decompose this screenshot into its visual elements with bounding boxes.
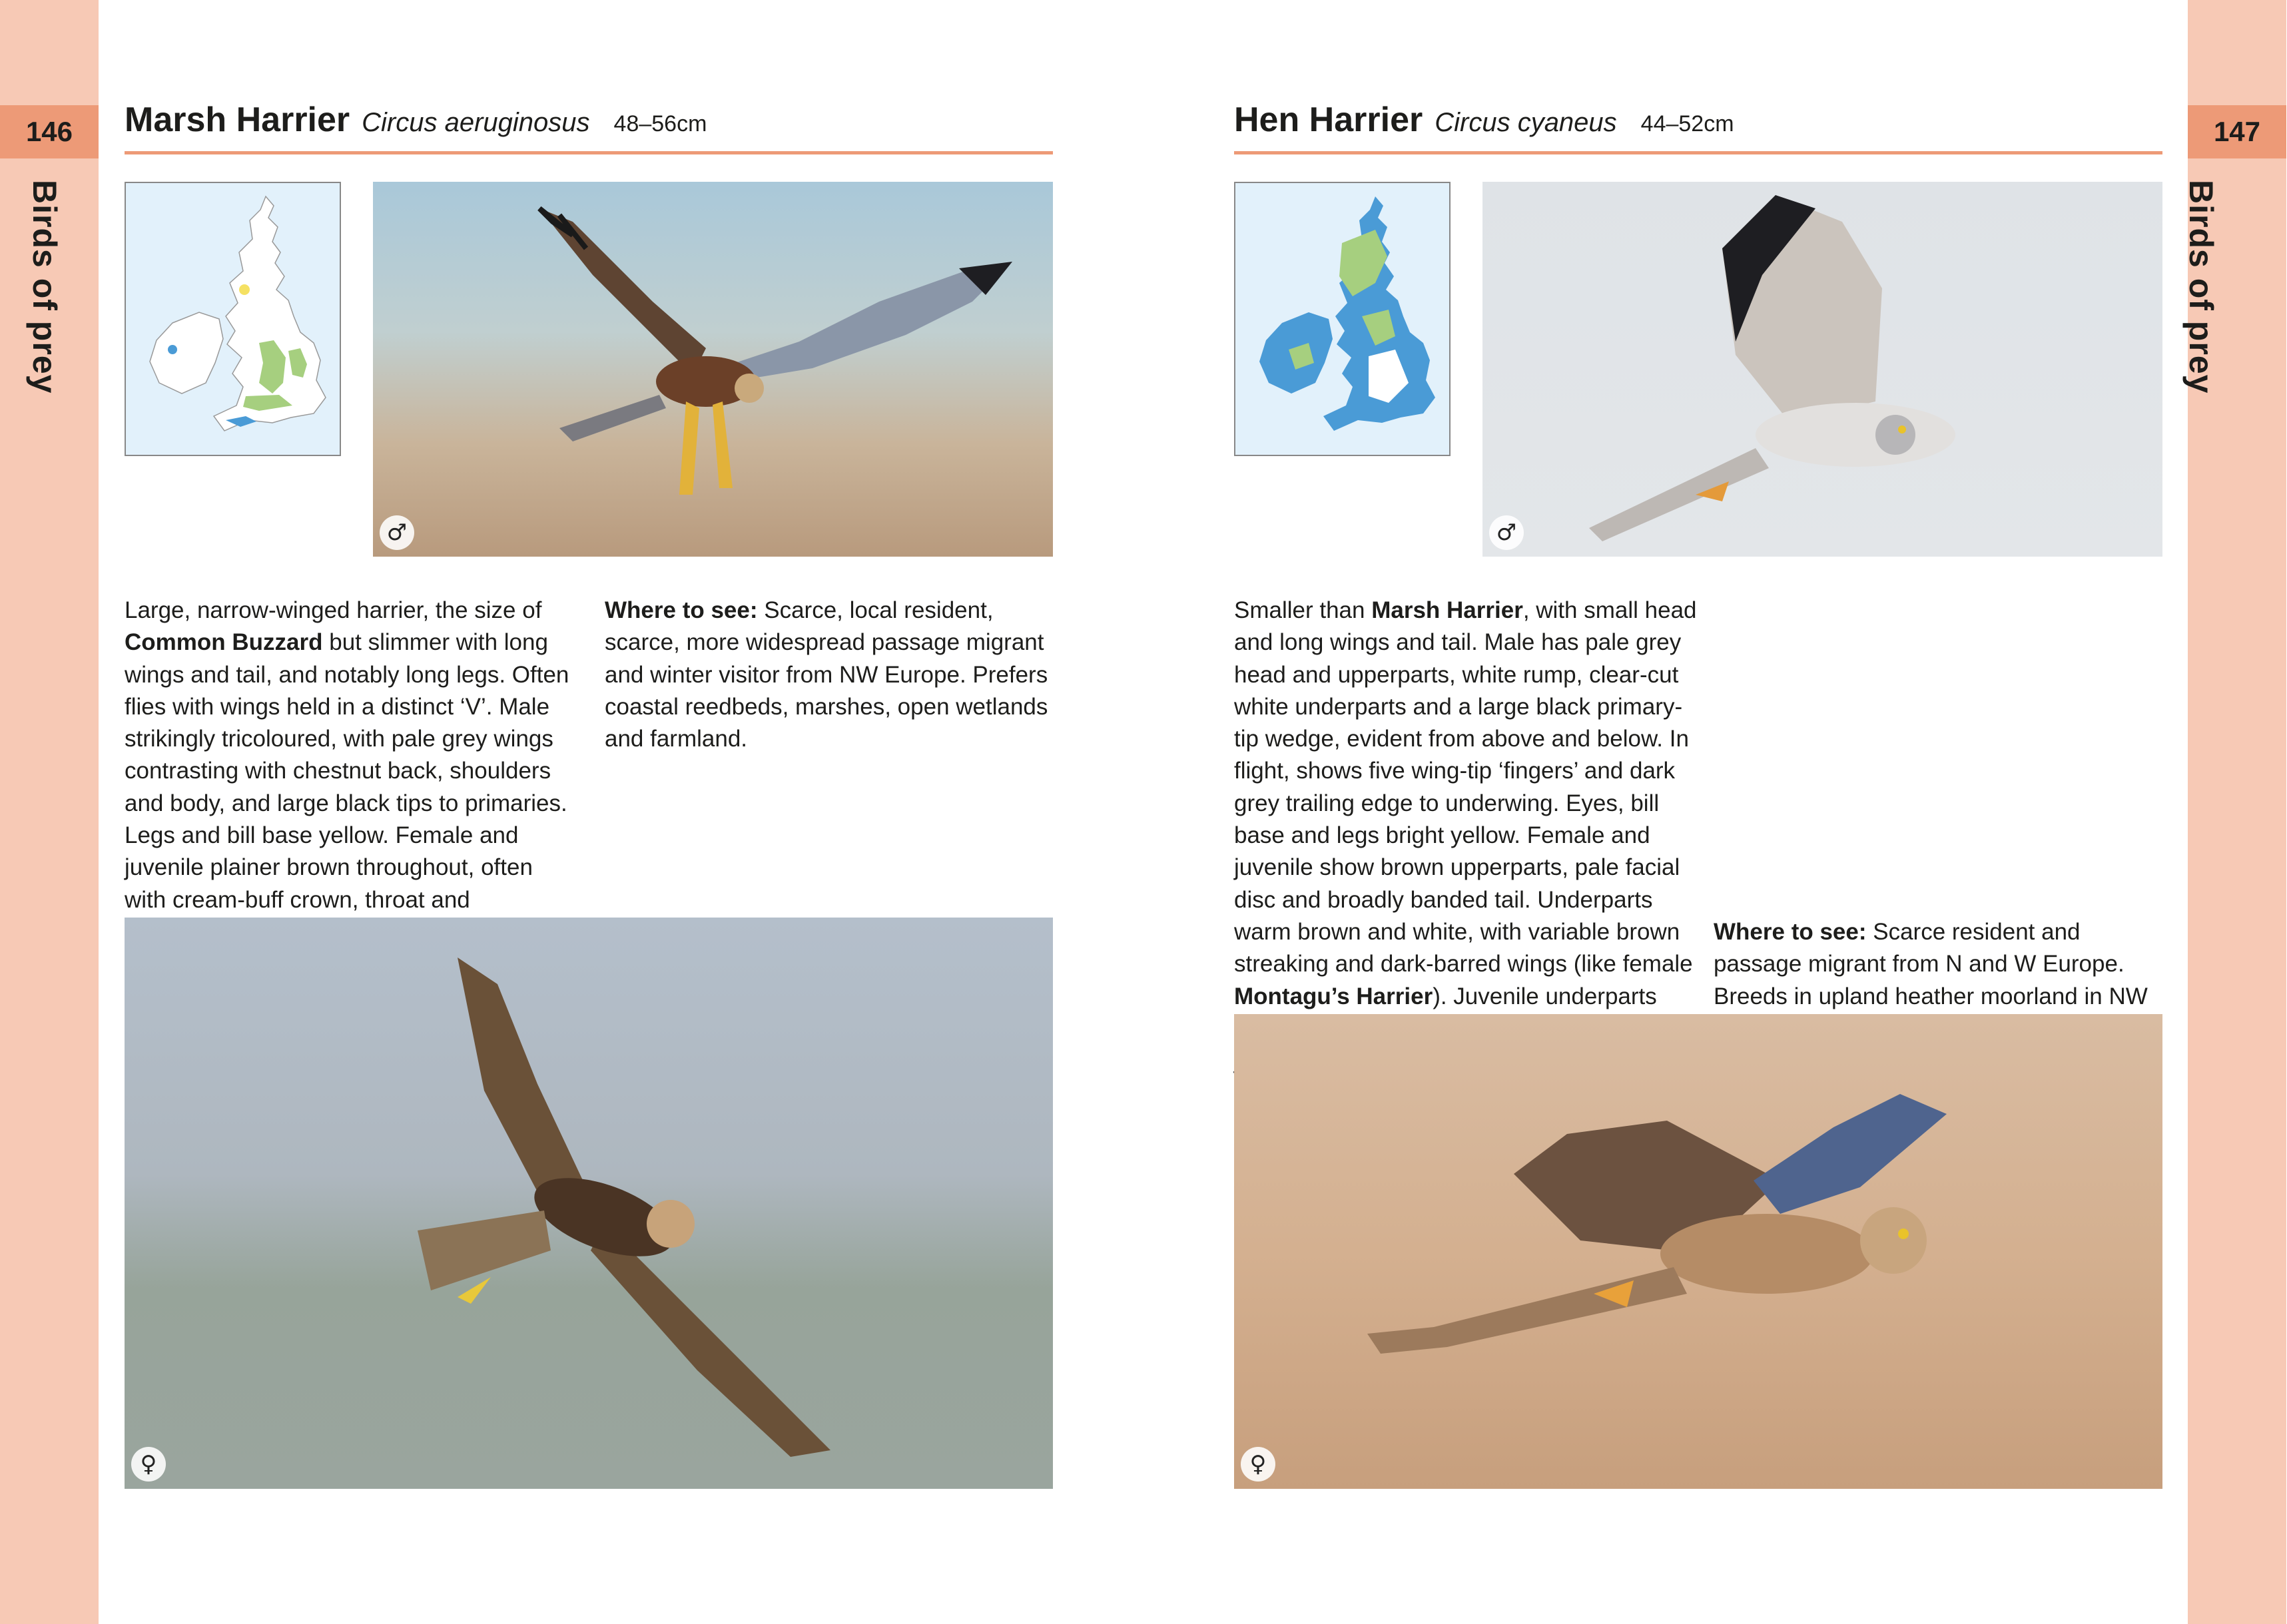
common-name: Hen Harrier — [1234, 101, 1423, 139]
where-to-see-marsh-harrier — [605, 595, 1052, 755]
desc-text: Large, narrow-winged harrier, the size of — [125, 597, 542, 623]
photo-female-hen-harrier — [1234, 1014, 2162, 1489]
page-number-left: 146 — [0, 105, 99, 158]
page-number-right: 147 — [2188, 105, 2286, 158]
desc-bold-common-buzzard: Common Buzzard — [125, 629, 323, 656]
where-to-see-label: Where to see: — [605, 597, 758, 623]
desc-text: Smaller than — [1234, 597, 1372, 623]
species-heading-marsh-harrier — [125, 100, 1053, 154]
desc-text: but slimmer with long wings and tail, and notably long legs. Often flies with wings held in a distinct ‘V’. Male strikingly tricoloured, with pale grey wings contrasting with chestnut back, shoulders and body, and large black tips to primaries. Legs and bill base yellow. Female and juvenile plainer brown throughout, often with cream-buff crown, throat and — [125, 629, 569, 913]
hen-harrier-male-illustration — [1482, 182, 2162, 557]
species-heading-hen-harrier — [1234, 100, 2162, 154]
where-to-see-label: Where to see: — [1714, 919, 1867, 945]
female-symbol-icon: ♀ — [1241, 1447, 1275, 1482]
where-to-see-text: Scarce resident and passage migrant from N and W Europe. Breeds in upland heather moorland in NW — [1714, 919, 2148, 1009]
desc-text: , with small head and long wings and tail. Male has pale grey head and upperparts, white rump, clear-cut white underparts and a large black primary-tip wedge, evident from above and below. In flight, shows five wing-tip ‘fingers’ and dark grey trailing edge to underwing. Eyes, bill base and legs bright yellow. Female and juvenile show brown upperparts, pale facial disc and broadly banded tail. Underparts warm brown and white, with variable brown streaking and dark-barred wings (like female — [1234, 597, 1697, 977]
common-name: Marsh Harrier — [125, 101, 350, 139]
latin-name: Circus cyaneus — [1435, 108, 1617, 137]
size-range: 44–52cm — [1640, 111, 1734, 136]
section-tab-right: Birds of prey — [2182, 180, 2220, 394]
desc-bold-montagus-harrier: Montagu’s Harrier — [1234, 983, 1433, 1009]
description-col-1-marsh-harrier — [125, 595, 571, 948]
marsh-harrier-male-illustration — [373, 182, 1053, 557]
photo-female-marsh-harrier — [125, 918, 1053, 1489]
distribution-map-hen-harrier — [1234, 182, 1451, 456]
desc-bold-marsh-harrier: Marsh Harrier — [1371, 597, 1523, 623]
section-tab-left: Birds of prey — [26, 180, 63, 394]
where-to-see-text: Scarce, local resident, scarce, more widespread passage migrant and winter visitor from NW Europe. Prefers coastal reedbeds, marshes, open wetlands and farmland. — [605, 597, 1048, 752]
photo-male-marsh-harrier — [373, 182, 1053, 557]
photo-male-hen-harrier — [1482, 182, 2162, 557]
male-symbol-icon: ♂ — [1489, 515, 1524, 550]
description-col-1-hen-harrier — [1234, 595, 1700, 1077]
distribution-map-marsh-harrier — [125, 182, 341, 456]
female-symbol-icon: ♀ — [131, 1447, 166, 1482]
size-range: 48–56cm — [613, 111, 707, 136]
hen-harrier-female-illustration — [1234, 1014, 2162, 1489]
marsh-harrier-female-illustration — [125, 918, 1053, 1489]
male-symbol-icon: ♂ — [380, 515, 414, 550]
britain-ireland-map-icon — [126, 183, 341, 456]
latin-name: Circus aeruginosus — [362, 108, 590, 137]
britain-ireland-map-icon — [1235, 183, 1451, 456]
desc-text: ). Juvenile underparts — [1433, 983, 1657, 1009]
